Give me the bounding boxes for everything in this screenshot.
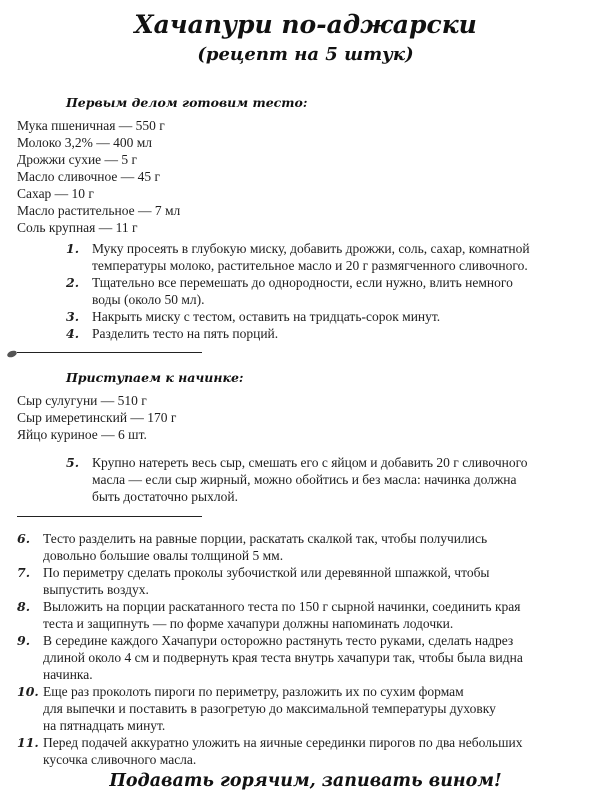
step-number: 10.	[17, 684, 39, 699]
step-text-line: По периметру сделать проколы зубочисткой или деревянной шпажкой, чтобы	[43, 565, 490, 580]
step-4	[66, 325, 530, 342]
step-6	[17, 530, 523, 564]
step-text-line: воды (около 50 мл).	[92, 292, 205, 307]
assembly-steps	[17, 530, 523, 768]
ingredient-item: Молоко 3,2% — 400 мл	[17, 135, 152, 150]
step-7	[17, 564, 523, 598]
filling-ingredient-list	[17, 392, 176, 443]
step-text-line: Крупно натереть весь сыр, смешать его с яйцом и добавить 20 г сливочного	[92, 455, 528, 470]
recipe-subtitle: (рецепт на 5 штук)	[197, 44, 414, 65]
step-number: 8.	[17, 599, 31, 614]
filling-heading: Приступаем к начинке:	[66, 370, 244, 385]
step-5	[66, 454, 528, 505]
step-number: 9.	[17, 633, 31, 648]
step-3	[66, 308, 530, 325]
dough-heading: Первым делом готовим тесто:	[66, 95, 308, 110]
section-divider	[17, 352, 202, 353]
step-text-line: для выпечки и поставить в разогретую до максимальной температуры духовку	[43, 701, 496, 716]
ingredient-item: Масло сливочное — 45 г	[17, 169, 161, 184]
step-number: 4.	[66, 326, 80, 341]
recipe-title: Хачапури по-аджарски	[134, 10, 477, 39]
dough-ingredient-list	[17, 117, 180, 236]
step-9	[17, 632, 523, 683]
step-text-line: масла — если сыр жирный, можно обойтись и без масла: начинка должна	[92, 472, 517, 487]
step-text-line: Тщательно все перемешать до однородности, если нужно, влить немного	[92, 275, 513, 290]
ingredient-item: Дрожжи сухие — 5 г	[17, 152, 138, 167]
step-text-line: довольно большие овалы толщиной 5 мм.	[43, 548, 284, 563]
step-11	[17, 734, 523, 768]
ingredient-item: Мука пшеничная — 550 г	[17, 118, 165, 133]
section-divider	[17, 516, 202, 517]
step-text-line: температуры молоко, растительное масло и 20 г размягченного сливочного.	[92, 258, 528, 273]
step-text-line: Разделить тесто на пять порций.	[92, 326, 279, 341]
step-text-line: В середине каждого Хачапури осторожно растянуть тесто руками, сделать надрез	[43, 633, 514, 648]
step-text-line: Накрыть миску с тестом, оставить на тридцать-сорок минут.	[92, 309, 441, 324]
ingredient-item: Яйцо куриное — 6 шт.	[17, 427, 147, 442]
step-text-line: быть достаточно рыхлой.	[92, 489, 238, 504]
step-text-line: длиной около 4 см и подвернуть края теста внутрь хачапури так, чтобы была видна	[43, 650, 523, 665]
step-text-line: на пятнадцать минут.	[43, 718, 166, 733]
step-8	[17, 598, 523, 632]
step-text-line: Тесто разделить на равные порции, раскатать скалкой так, чтобы получились	[43, 531, 488, 546]
step-text-line: выпустить воздух.	[43, 582, 149, 597]
step-number: 2.	[66, 275, 80, 290]
ink-blot-mark	[6, 349, 17, 358]
filling-steps	[66, 454, 528, 505]
ingredient-item: Сыр имеретинский — 170 г	[17, 410, 177, 425]
ingredient-item: Масло растительное — 7 мл	[17, 203, 181, 218]
serving-note: Подавать горячим, запивать вином!	[109, 771, 502, 791]
step-text-line: Еще раз проколоть пироги по периметру, разложить их по сухим формам	[43, 684, 464, 699]
step-text-line: Муку просеять в глубокую миску, добавить дрожжи, соль, сахар, комнатной	[92, 241, 530, 256]
ingredient-item: Соль крупная — 11 г	[17, 220, 138, 235]
ingredient-item: Сахар — 10 г	[17, 186, 94, 201]
step-number: 5.	[66, 455, 80, 470]
step-number: 11.	[17, 735, 39, 750]
step-text-line: Выложить на порции раскатанного теста по 150 г сырной начинки, соединить края	[43, 599, 521, 614]
step-10	[17, 683, 523, 734]
step-number: 1.	[66, 241, 80, 256]
step-text-line: кусочка сливочного масла.	[43, 752, 197, 767]
ingredient-item: Сыр сулугуни — 510 г	[17, 393, 147, 408]
dough-steps	[66, 240, 530, 342]
step-2	[66, 274, 530, 308]
step-text-line: начинка.	[43, 667, 93, 682]
step-number: 3.	[66, 309, 80, 324]
step-text-line: Перед подачей аккуратно уложить на яичные серединки пирогов по два небольших	[43, 735, 523, 750]
step-1	[66, 240, 530, 274]
step-number: 6.	[17, 531, 31, 546]
step-number: 7.	[17, 565, 31, 580]
step-text-line: теста и защипнуть — по форме хачапури должны напоминать лодочки.	[43, 616, 454, 631]
